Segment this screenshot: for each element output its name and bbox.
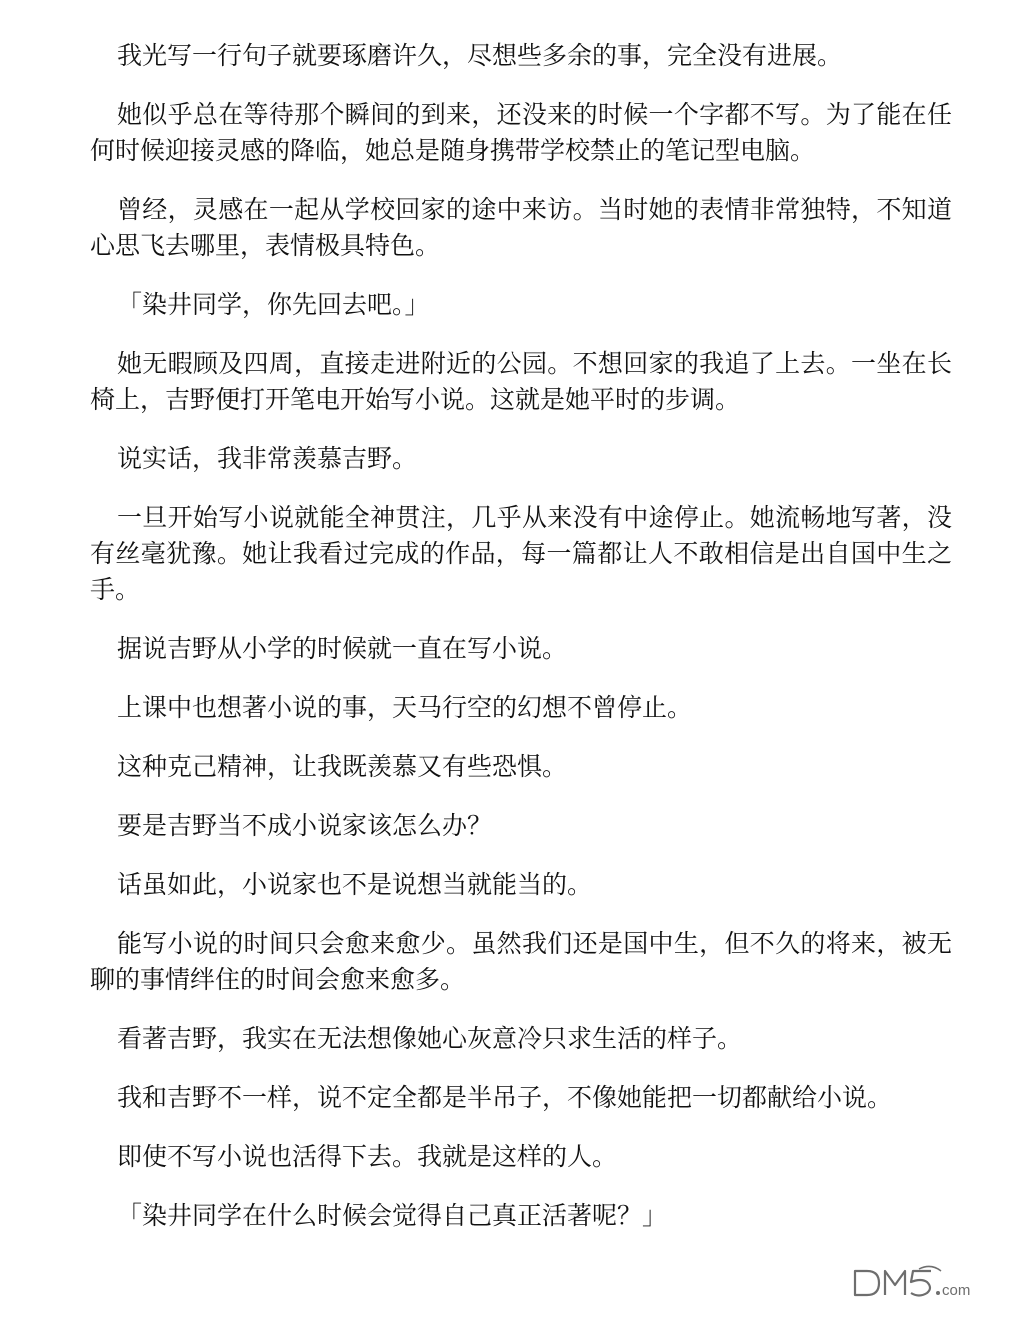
body-text [90,38,952,1257]
paragraph-5: 她无暇顾及四周，直接走进附近的公园。不想回家的我追了上去。一坐在长椅上，吉野便打开笔电开始写小说。这就是她平时的步调。 [90,349,952,414]
dm5-watermark-logo [849,1263,999,1303]
paragraph-7: 一旦开始写小说就能全神贯注，几乎从来没有中途停止。她流畅地写著，没有丝毫犹豫。她让我看过完成的作品，每一篇都让人不敢相信是出自国中生之手。 [90,503,952,604]
paragraph-11: 要是吉野当不成小说家该怎么办？ [117,811,493,840]
paragraph-13: 能写小说的时间只会愈来愈少。虽然我们还是国中生，但不久的将来，被无聊的事情绊住的时间会愈来愈多。 [90,929,952,994]
paragraph-9: 上课中也想著小说的事，天马行空的幻想不曾停止。 [117,693,693,722]
paragraph-3: 曾经，灵感在一起从学校回家的途中来访。当时她的表情非常独特，不知道心思飞去哪里，表情极具特色。 [90,195,952,260]
paragraph-8: 据说吉野从小学的时候就一直在写小说。 [117,634,568,663]
paragraph-4: 「染井同学，你先回去吧。」 [117,290,430,319]
paragraph-16: 即使不写小说也活得下去。我就是这样的人。 [117,1142,618,1171]
paragraph-1: 我光写一行句子就要琢磨许久，尽想些多余的事，完全没有进展。 [117,41,843,70]
paragraph-12: 话虽如此，小说家也不是说想当就能当的。 [117,870,593,899]
paragraph-15: 我和吉野不一样，说不定全都是半吊子，不像她能把一切都献给小说。 [117,1083,893,1112]
paragraph-6: 说实话，我非常羡慕吉野。 [117,444,418,473]
svg-text:com: com [942,1282,971,1299]
paragraph-2: 她似乎总在等待那个瞬间的到来，还没来的时候一个字都不写。为了能在任何时候迎接灵感的降临，她总是随身携带学校禁止的笔记型电脑。 [90,100,952,165]
paragraph-14: 看著吉野，我实在无法想像她心灰意冷只求生活的样子。 [117,1024,743,1053]
paragraph-10: 这种克己精神，让我既羡慕又有些恐惧。 [117,752,568,781]
paragraph-17: 「染井同学在什么时候会觉得自己真正活著呢？」 [117,1201,668,1230]
